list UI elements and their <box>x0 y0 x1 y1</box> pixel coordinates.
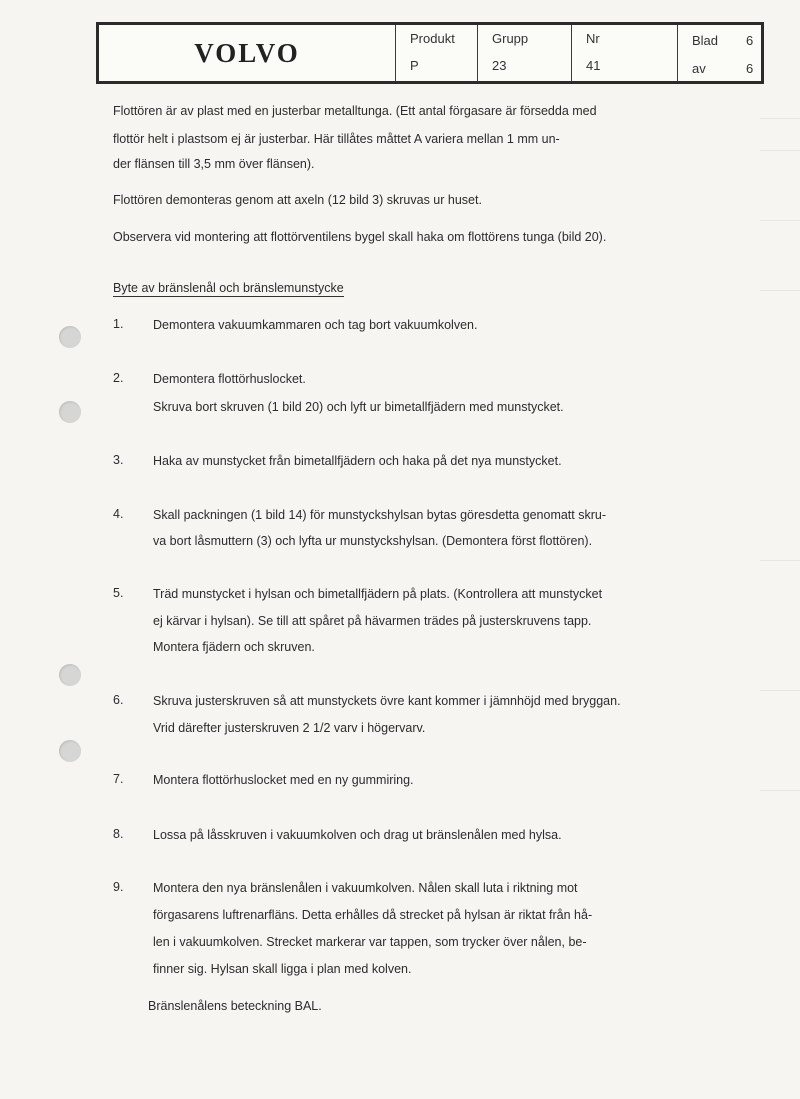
volvo-logo: VOLVO <box>194 37 300 68</box>
blad-value: 6 <box>746 33 754 48</box>
bleed-through <box>760 790 800 791</box>
section-heading: Byte av bränslenål och bränslemunstycke <box>113 281 344 295</box>
step-line: Vrid därefter justerskruven 2 1/2 varv i högervarv. <box>153 721 426 735</box>
step-line: Skruva justerskruven så att munstyckets övre kant kommer i jämnhöjd med bryggan. <box>153 694 621 708</box>
intro-line: der flänsen till 3,5 mm över flänsen). <box>113 157 315 171</box>
grupp-value: 23 <box>492 58 507 73</box>
step-number: 1. <box>113 317 124 331</box>
punch-hole <box>59 326 81 348</box>
av-label: av <box>692 61 706 76</box>
bleed-through <box>760 690 800 691</box>
grupp-label: Grupp <box>492 31 529 46</box>
step-line: Demontera flottörhuslocket. <box>153 372 306 386</box>
step-line: förgasarens luftrenarfläns. Detta erhålles då strecket på hylsan är riktat från hå- <box>153 908 593 922</box>
step-line: Skruva bort skruven (1 bild 20) och lyft ur bimetallfjädern med munstycket. <box>153 400 564 414</box>
bleed-through <box>760 118 800 119</box>
nr-label: Nr <box>586 31 600 46</box>
produkt-value: P <box>410 58 419 73</box>
intro-line: Observera vid montering att flottörventilens bygel skall haka om flottörens tunga (bild 20). <box>113 230 607 244</box>
step-number: 2. <box>113 371 124 385</box>
step-number: 3. <box>113 453 124 467</box>
document-header <box>96 22 764 84</box>
step-line: Skall packningen (1 bild 14) för munstyckshylsan bytas göresdetta genomatt skru- <box>153 508 607 522</box>
punch-hole <box>59 664 81 686</box>
step-number: 4. <box>113 507 124 521</box>
bleed-through <box>760 290 800 291</box>
step-number: 7. <box>113 772 124 786</box>
step-number: 6. <box>113 693 124 707</box>
step-line: Montera flottörhuslocket med en ny gummiring. <box>153 773 414 787</box>
step-number: 8. <box>113 827 124 841</box>
blad-label: Blad <box>692 33 719 48</box>
step-line: finner sig. Hylsan skall ligga i plan med kolven. <box>153 962 412 976</box>
av-value: 6 <box>746 61 754 76</box>
step-number: 5. <box>113 586 124 600</box>
step-line: Lossa på låsskruven i vakuumkolven och drag ut bränslenålen med hylsa. <box>153 828 562 842</box>
footer-note: Bränslenålens beteckning BAL. <box>148 999 322 1013</box>
intro-line: flottör helt i plastsom ej är justerbar. Här tillåtes måttet A variera mellan 1 mm un- <box>113 132 560 146</box>
bleed-through <box>760 220 800 221</box>
punch-hole <box>59 740 81 762</box>
step-line: va bort låsmuttern (3) och lyfta ur munstyckshylsan. (Demontera först flottören). <box>153 534 593 548</box>
step-line: Haka av munstycket från bimetallfjädern och haka på det nya munstycket. <box>153 454 562 468</box>
intro-line: Flottören demonteras genom att axeln (12 bild 3) skruvas ur huset. <box>113 193 482 207</box>
step-line: Träd munstycket i hylsan och bimetallfjädern på plats. (Kontrollera att munstycket <box>153 587 603 601</box>
step-number: 9. <box>113 880 124 894</box>
step-line: Montera den nya bränslenålen i vakuumkolven. Nålen skall luta i riktning mot <box>153 881 578 895</box>
step-line: Montera fjädern och skruven. <box>153 640 315 654</box>
intro-line: Flottören är av plast med en justerbar metalltunga. (Ett antal förgasare är försedda med <box>113 104 597 118</box>
step-line: Demontera vakuumkammaren och tag bort vakuumkolven. <box>153 318 478 332</box>
step-line: len i vakuumkolven. Strecket markerar var tappen, som trycker över nålen, be- <box>153 935 587 949</box>
bleed-through <box>760 150 800 151</box>
nr-cell <box>571 25 677 81</box>
grupp-cell <box>477 25 571 81</box>
blad-cell <box>677 25 761 81</box>
step-line: ej kärvar i hylsan). Se till att spåret på hävarmen trädes på justerskruvens tapp. <box>153 614 592 628</box>
bleed-through <box>760 560 800 561</box>
punch-hole <box>59 401 81 423</box>
produkt-label: Produkt <box>410 31 455 46</box>
produkt-cell <box>395 25 477 81</box>
nr-value: 41 <box>586 58 601 73</box>
